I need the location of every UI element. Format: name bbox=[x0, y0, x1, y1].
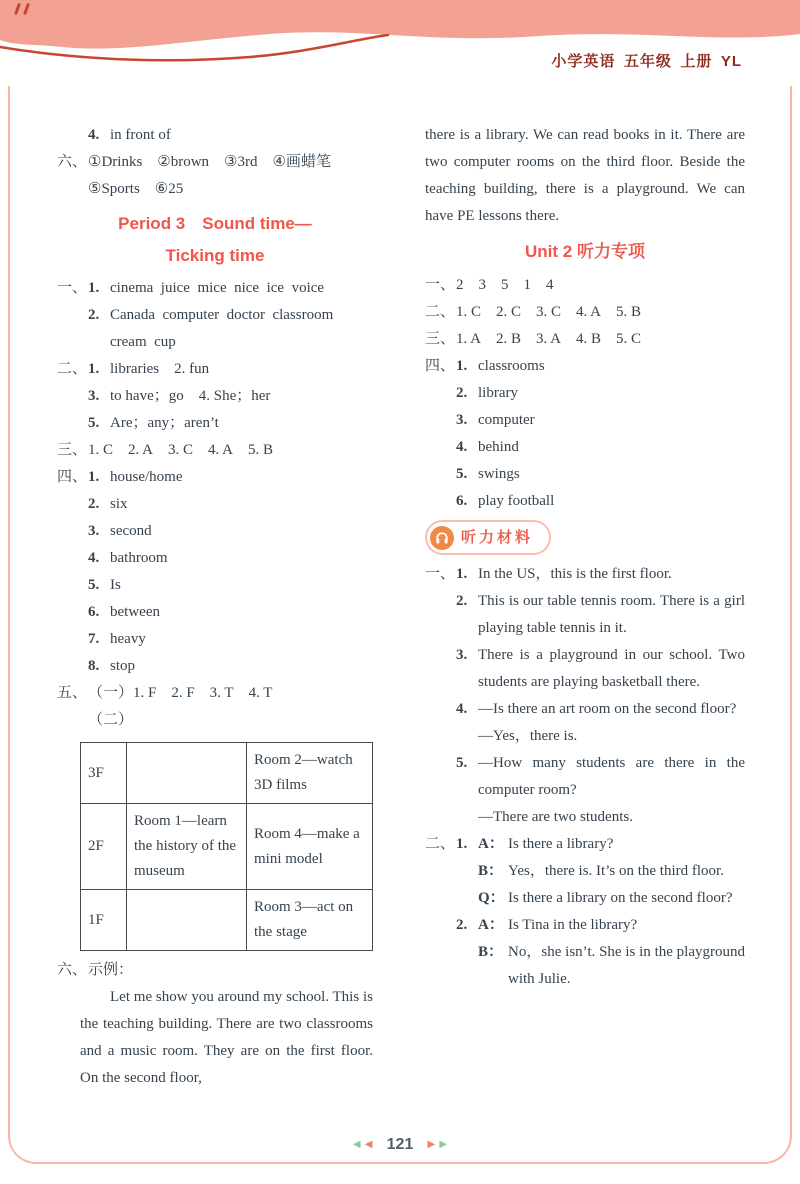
room-cell bbox=[127, 743, 247, 804]
heading-line: Ticking time bbox=[165, 246, 265, 265]
item-text: bathroom bbox=[110, 550, 168, 566]
section-content bbox=[88, 464, 373, 680]
page-number: 121 bbox=[386, 1136, 414, 1153]
item-number: 5. bbox=[88, 415, 100, 431]
badge-label: 听力材料 bbox=[461, 529, 534, 546]
answer-section bbox=[425, 299, 745, 326]
item-text: There is a playground in our school. Two students are playing basketball there. bbox=[478, 647, 745, 690]
section-marker: 二、 bbox=[57, 361, 88, 377]
answer-line: ⑤Sports ⑥25 bbox=[88, 181, 184, 197]
answer-line: 1. C 2. C 3. C 4. A 5. B bbox=[456, 304, 642, 320]
dialogue-text: Is there a library on the second floor? bbox=[508, 890, 733, 906]
period3-heading bbox=[57, 208, 373, 272]
dialogue-text: Is there a library? bbox=[508, 836, 614, 852]
dialogue-line bbox=[456, 858, 745, 885]
listening-item bbox=[456, 750, 745, 831]
edition-label: 小学英语 五年级 上册 YL bbox=[551, 53, 742, 70]
table-row bbox=[81, 743, 373, 804]
section-marker: 一、 bbox=[57, 280, 88, 296]
answer-item bbox=[88, 410, 373, 437]
answer-section bbox=[57, 356, 373, 437]
footer-arrow-left-icon: ◀ bbox=[364, 1139, 373, 1150]
left-column bbox=[57, 122, 373, 1092]
dialogue-line bbox=[456, 939, 745, 993]
section-marker: 六、 bbox=[57, 154, 88, 170]
answer-section bbox=[57, 275, 373, 356]
answer-item bbox=[88, 653, 373, 680]
example-paragraph-continued: there is a library. We can read books in it. There are two computer rooms on the third floor. Beside the teaching building, there is a playground. We can have PE lessons there. bbox=[425, 127, 745, 224]
item-text: —There are two students. bbox=[478, 809, 633, 825]
answer-line: （一）1. F 2. F 3. T 4. T bbox=[88, 685, 273, 701]
room-cell: Room 1—learn the history of the museum bbox=[127, 804, 247, 890]
answer-item bbox=[88, 464, 373, 491]
footer-arrow-right-icon: ▶ bbox=[427, 1139, 436, 1150]
answer-item bbox=[456, 434, 745, 461]
item-text: Canada computer doctor classroom cream cup bbox=[110, 307, 341, 350]
item-number: 1. bbox=[88, 280, 100, 296]
item-number: 3. bbox=[88, 388, 100, 404]
example-label: 示例： bbox=[88, 962, 134, 978]
item-text: second bbox=[110, 523, 152, 539]
answer-line: （二） bbox=[88, 712, 134, 728]
answer-section bbox=[57, 680, 373, 734]
page-content bbox=[57, 122, 745, 1092]
answer-section bbox=[425, 353, 745, 515]
item-text: house/home bbox=[110, 469, 183, 485]
item-text: heavy bbox=[110, 631, 146, 647]
item-number: 1. bbox=[456, 836, 468, 852]
answer-item bbox=[88, 122, 373, 149]
floor-plan-table bbox=[80, 742, 373, 951]
item-text: between bbox=[110, 604, 160, 620]
section-marker: 二、 bbox=[425, 304, 456, 320]
section-content bbox=[88, 149, 373, 203]
item-number: 5. bbox=[456, 755, 468, 771]
item-text: In the US，this is the first floor. bbox=[478, 566, 672, 582]
answer-line: ①Drinks ②brown ③3rd ④画蜡笔 bbox=[88, 154, 331, 170]
answer-item bbox=[88, 302, 373, 356]
headphones-icon bbox=[430, 526, 454, 550]
section-marker: 四、 bbox=[57, 469, 88, 485]
table-row bbox=[81, 890, 373, 951]
speaker-label: A： bbox=[478, 917, 504, 933]
answer-item bbox=[88, 383, 373, 410]
item-number: 3. bbox=[456, 647, 468, 663]
answer-section bbox=[425, 561, 745, 831]
footer-arrow-right-icon: ▶ bbox=[439, 1139, 448, 1150]
item-text: six bbox=[110, 496, 128, 512]
speaker-label: Q： bbox=[478, 890, 505, 906]
section-marker: 一、 bbox=[425, 566, 456, 582]
answer-section bbox=[425, 326, 745, 353]
item-text: behind bbox=[478, 439, 519, 455]
answer-item bbox=[456, 353, 745, 380]
item-text: Is bbox=[110, 577, 121, 593]
item-text: in front of bbox=[110, 127, 171, 143]
item-number: 8. bbox=[88, 658, 100, 674]
dialogue-text: Yes，there is. It’s on the third floor. bbox=[508, 863, 724, 879]
item-number: 4. bbox=[456, 701, 468, 717]
answer-item bbox=[88, 356, 373, 383]
item-text-group bbox=[478, 696, 745, 750]
answer-item bbox=[88, 545, 373, 572]
answer-line: 1. C 2. A 3. C 4. A 5. B bbox=[88, 442, 274, 458]
floor-cell: 1F bbox=[81, 890, 127, 951]
section-content bbox=[456, 831, 745, 993]
answer-line: 2 3 5 1 4 bbox=[456, 277, 554, 293]
item-text: —Is there an art room on the second floor? bbox=[478, 701, 737, 717]
answer-item bbox=[88, 599, 373, 626]
floor-cell: 2F bbox=[81, 804, 127, 890]
page-footer bbox=[0, 1131, 800, 1158]
item-number: 5. bbox=[88, 577, 100, 593]
section-marker: 六、 bbox=[57, 962, 88, 978]
listening-material-badge bbox=[425, 520, 551, 555]
item-number: 6. bbox=[456, 493, 468, 509]
answer-section bbox=[425, 272, 745, 299]
section-content bbox=[456, 353, 745, 515]
answer-item bbox=[88, 572, 373, 599]
answer-line: 1. A 2. B 3. A 4. B 5. C bbox=[456, 331, 642, 347]
item-number: 1. bbox=[88, 469, 100, 485]
item-number: 2. bbox=[88, 496, 100, 512]
item-text-group bbox=[478, 750, 745, 831]
item-number: 2. bbox=[456, 385, 468, 401]
answer-item bbox=[88, 275, 373, 302]
listening-item bbox=[456, 588, 745, 642]
section-marker: 四、 bbox=[425, 358, 456, 374]
dialogue-line bbox=[456, 885, 745, 912]
speaker-label: B： bbox=[478, 863, 504, 879]
answer-section bbox=[57, 464, 373, 680]
listening-item bbox=[456, 642, 745, 696]
answer-section bbox=[57, 149, 373, 203]
right-column bbox=[425, 122, 745, 1092]
dialogue-text: No，she isn’t. She is in the playground with Julie. bbox=[508, 944, 745, 987]
item-number: 2. bbox=[456, 593, 468, 609]
answer-item bbox=[88, 491, 373, 518]
room-cell: Room 4—make a mini model bbox=[247, 804, 373, 890]
room-cell bbox=[127, 890, 247, 951]
item-text: —How many students are there in the computer room? bbox=[478, 755, 745, 798]
item-text: to have；go 4. She；her bbox=[110, 388, 271, 404]
item-text: computer bbox=[478, 412, 535, 428]
room-cell: Room 3—act on the stage bbox=[247, 890, 373, 951]
item-text: library bbox=[478, 385, 518, 401]
section-content bbox=[88, 680, 373, 734]
item-number: 4. bbox=[88, 550, 100, 566]
item-text: play football bbox=[478, 493, 555, 509]
item-number: 7. bbox=[88, 631, 100, 647]
answer-item bbox=[88, 626, 373, 653]
item-text: libraries 2. fun bbox=[110, 361, 210, 377]
answer-section bbox=[425, 831, 745, 993]
item-number: 2. bbox=[456, 917, 468, 933]
item-text: classrooms bbox=[478, 358, 545, 374]
answer-section bbox=[57, 437, 373, 464]
item-text: cinema juice mice nice ice voice bbox=[110, 280, 325, 296]
item-number: 1. bbox=[456, 566, 468, 582]
item-text: —Yes，there is. bbox=[478, 728, 578, 744]
floor-cell: 3F bbox=[81, 743, 127, 804]
section-content bbox=[88, 356, 373, 437]
item-text: swings bbox=[478, 466, 520, 482]
table-row bbox=[81, 804, 373, 890]
item-number: 4. bbox=[88, 127, 100, 143]
section-marker: 一、 bbox=[425, 277, 456, 293]
dialogue-text: Is Tina in the library? bbox=[508, 917, 638, 933]
heading-line: Period 3 Sound time— bbox=[118, 214, 312, 233]
item-number: 2. bbox=[88, 307, 100, 323]
footer-arrow-left-icon: ◀ bbox=[352, 1139, 361, 1150]
section-marker: 三、 bbox=[425, 331, 456, 347]
item-number: 1. bbox=[456, 358, 468, 374]
speaker-label: A： bbox=[478, 836, 504, 852]
item-text: Are；any；aren’t bbox=[110, 415, 219, 431]
answer-item bbox=[456, 380, 745, 407]
speaker-label: B： bbox=[478, 944, 504, 960]
item-text: This is our table tennis room. There is a girl playing table tennis in it. bbox=[478, 593, 745, 636]
dialogue-line bbox=[456, 912, 745, 939]
section-content bbox=[456, 561, 745, 831]
item-number: 1. bbox=[88, 361, 100, 377]
item-number: 3. bbox=[456, 412, 468, 428]
listening-item bbox=[456, 561, 745, 588]
item-number: 3. bbox=[88, 523, 100, 539]
section-marker: 五、 bbox=[57, 685, 88, 701]
answer-item bbox=[456, 461, 745, 488]
answer-item bbox=[88, 518, 373, 545]
answer-item bbox=[456, 407, 745, 434]
item-text: stop bbox=[110, 658, 136, 674]
item-number: 4. bbox=[456, 439, 468, 455]
section-marker: 三、 bbox=[57, 442, 88, 458]
example-paragraph: Let me show you around my school. This is the teaching building. There are two classrooms and a music room. They are on the first floor. On the second floor, bbox=[80, 989, 373, 1086]
room-cell: Room 2—watch 3D films bbox=[247, 743, 373, 804]
section-marker: 二、 bbox=[425, 836, 456, 852]
section-content bbox=[88, 275, 373, 356]
item-number: 6. bbox=[88, 604, 100, 620]
answer-section bbox=[57, 957, 373, 984]
listening-item bbox=[456, 696, 745, 750]
item-number: 5. bbox=[456, 466, 468, 482]
dialogue-line bbox=[456, 831, 745, 858]
answer-item bbox=[456, 488, 745, 515]
unit2-heading: Unit 2 听力专项 bbox=[525, 242, 645, 261]
